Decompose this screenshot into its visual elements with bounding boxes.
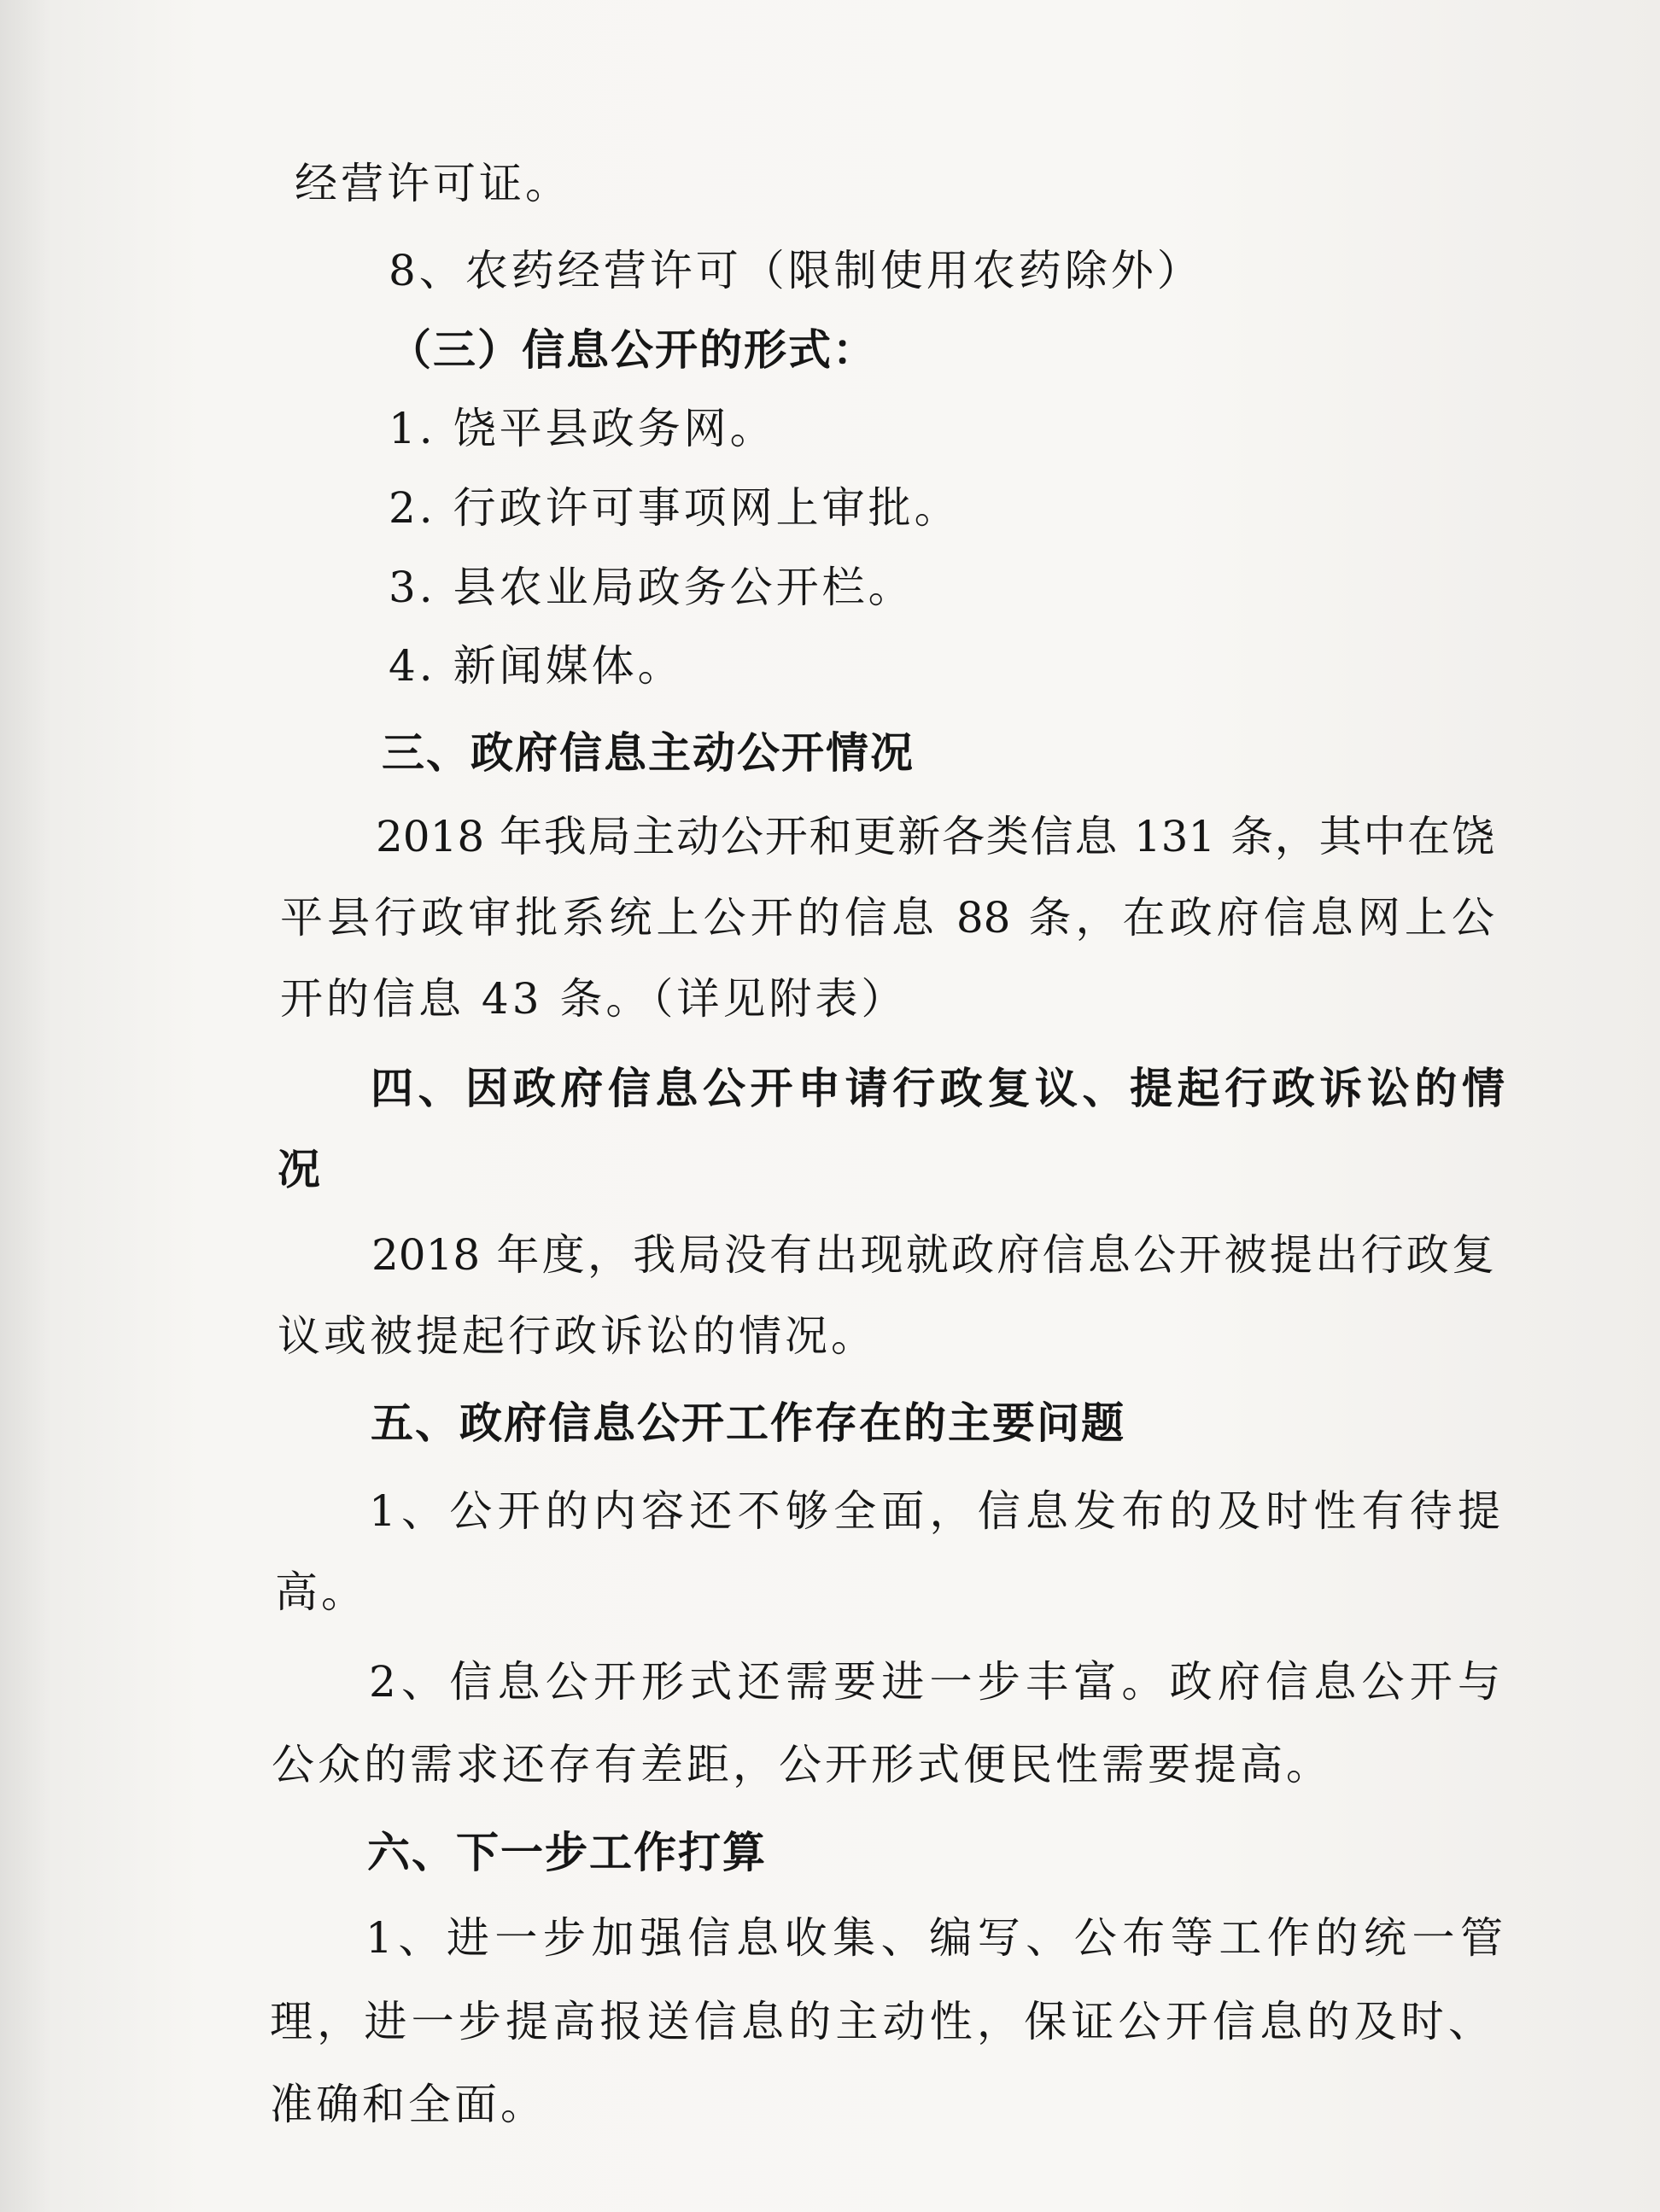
page-edge-shadow xyxy=(0,0,51,2212)
paragraph-line: 议或被提起行政诉讼的情况。 xyxy=(278,1311,877,1361)
paragraph-line: 1、公开的内容还不够全面，信息发布的及时性有待提 xyxy=(369,1486,1500,1536)
paragraph-line: 2、信息公开形式还需要进一步丰富。政府信息公开与 xyxy=(369,1657,1500,1707)
paragraph-line: 2018 年我局主动公开和更新各类信息 131 条，其中在饶 xyxy=(376,812,1494,861)
paragraph-line: 公众的需求还存有差距，公开形式便民性需要提高。 xyxy=(272,1740,1332,1789)
list-item: 3. 县农业局政务公开栏。 xyxy=(389,563,915,612)
paragraph-line: 平县行政审批系统上公开的信息 88 条，在政府信息网上公 xyxy=(280,893,1494,943)
list-item: 8、农药经营许可（限制使用农药除外） xyxy=(389,246,1203,295)
list-item: 4. 新闻媒体。 xyxy=(389,641,684,691)
paragraph-line: 准确和全面。 xyxy=(270,2080,547,2129)
paragraph-line: 2018 年度，我局没有出现就政府信息公开被提出行政复 xyxy=(371,1230,1494,1280)
paragraph-line: 理，进一步提高报送信息的主动性，保证公开信息的及时、 xyxy=(270,1997,1491,2046)
section-heading: 四、因政府信息公开申请行政复议、提起行政诉讼的情 xyxy=(371,1064,1505,1113)
paragraph-line: 1、进一步加强信息收集、编写、公布等工作的统一管 xyxy=(365,1913,1503,1963)
list-item: 1. 饶平县政务网。 xyxy=(389,404,776,453)
section-heading: 五、政府信息公开工作存在的主要问题 xyxy=(371,1398,1125,1448)
subsection-heading: （三）信息公开的形式： xyxy=(389,325,877,375)
section-heading: 六、下一步工作打算 xyxy=(367,1828,767,1877)
list-item: 2. 行政许可事项网上审批。 xyxy=(389,483,961,533)
section-heading: 三、政府信息主动公开情况 xyxy=(382,728,915,778)
paragraph-line: 高。 xyxy=(275,1567,367,1617)
text-line: 经营许可证。 xyxy=(295,159,571,208)
section-heading-continued: 况 xyxy=(278,1145,322,1194)
paragraph-line: 开的信息 43 条。（详见附表） xyxy=(280,974,908,1024)
